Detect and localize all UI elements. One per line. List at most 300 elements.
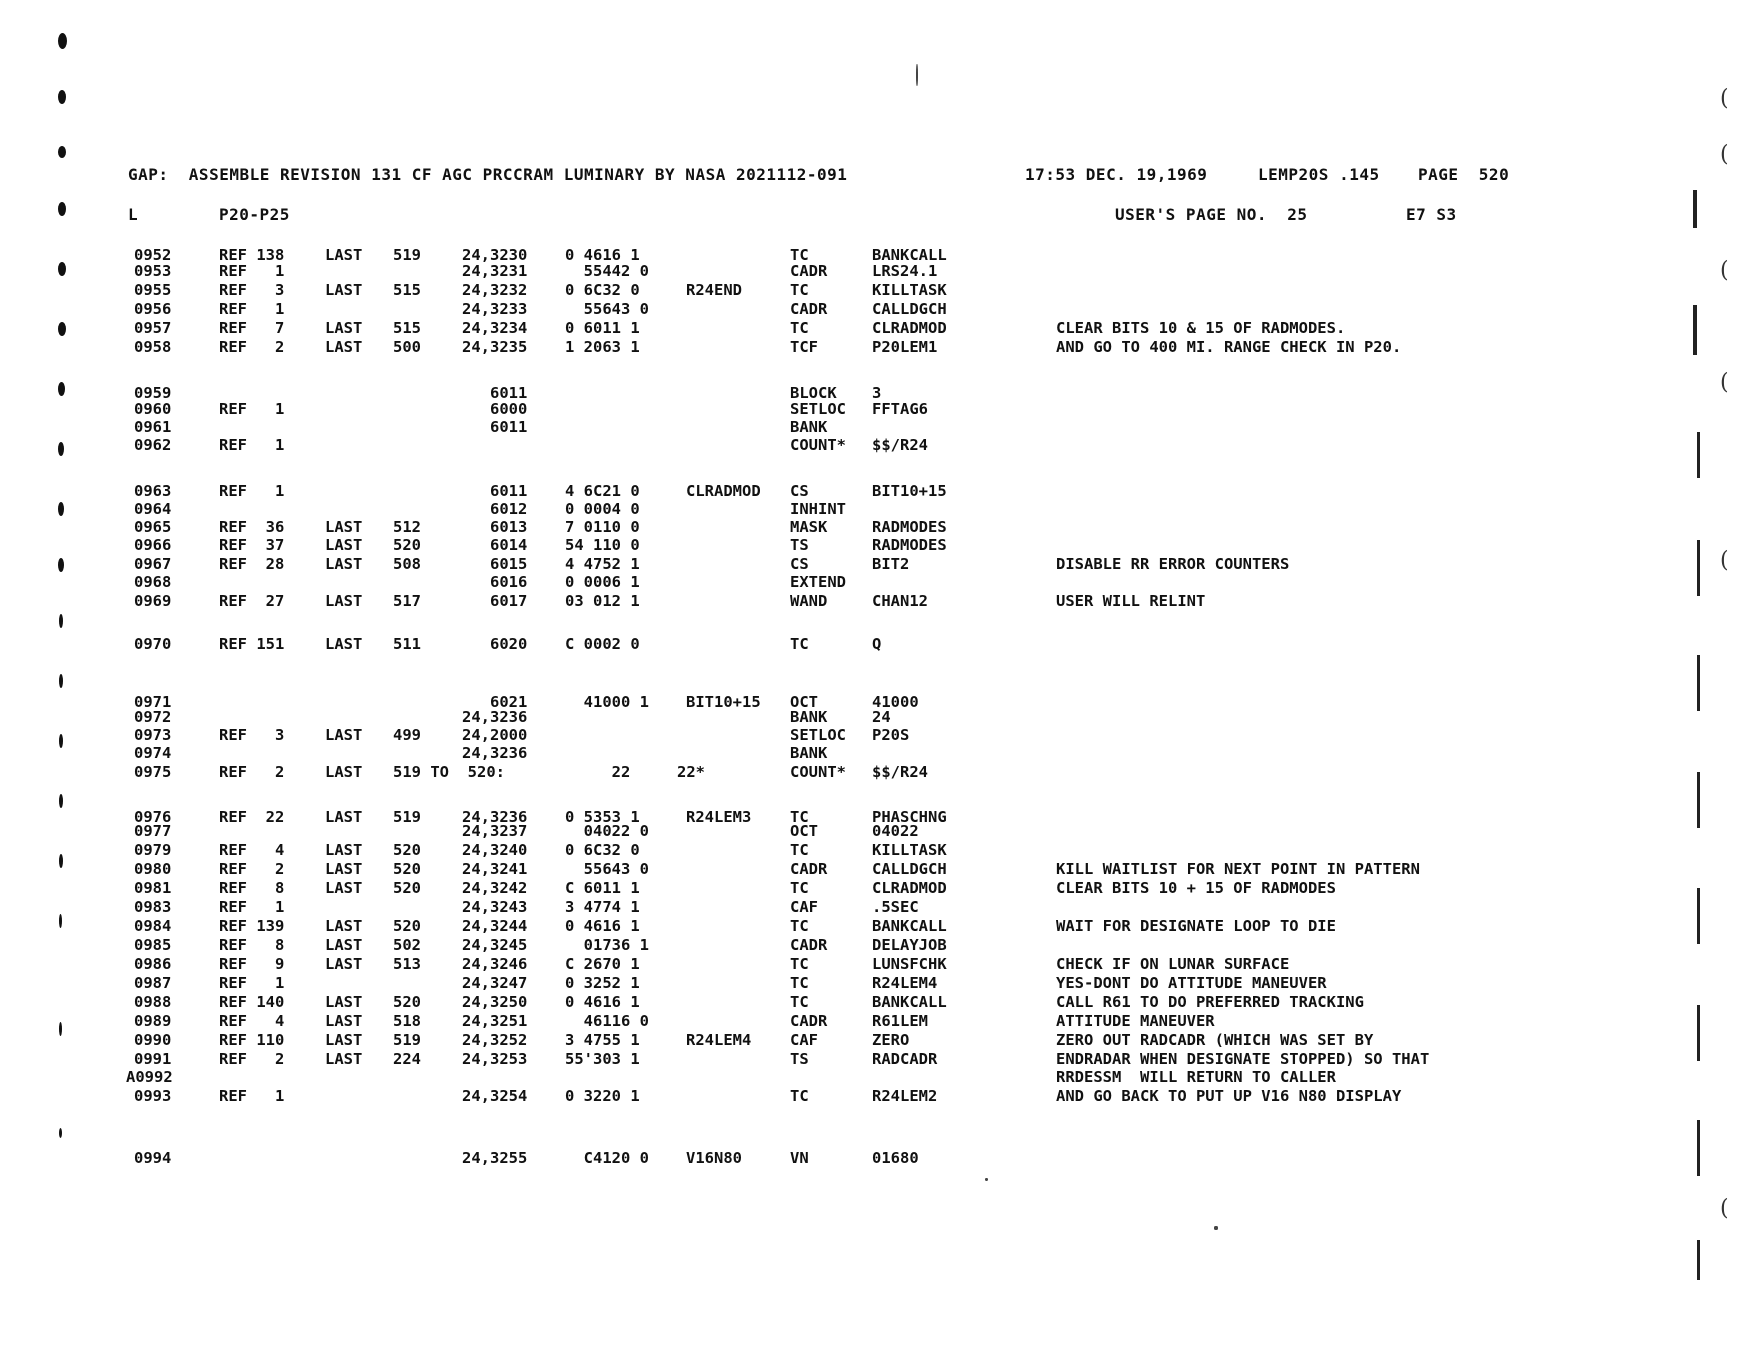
operand: R24LEM2 bbox=[872, 1087, 938, 1105]
address: 24,3247 bbox=[462, 974, 528, 992]
last-page: 502 bbox=[393, 936, 421, 954]
listing-row bbox=[0, 993, 1740, 1013]
line-number: 0955 bbox=[134, 281, 172, 299]
line-number: 0952 bbox=[134, 246, 172, 264]
last-page: 519 bbox=[393, 246, 421, 264]
object-code: 0 4616 1 bbox=[565, 917, 640, 935]
opcode: TC bbox=[790, 974, 809, 992]
opcode: TS bbox=[790, 536, 809, 554]
address: 24,3234 bbox=[462, 319, 528, 337]
address: 6013 bbox=[462, 518, 528, 536]
operand: 01680 bbox=[872, 1149, 919, 1167]
punch-hole bbox=[58, 90, 66, 104]
listing-row bbox=[0, 281, 1740, 301]
line-number: 0988 bbox=[134, 993, 172, 1011]
last-page: 519 bbox=[393, 1031, 421, 1049]
last-page: 508 bbox=[393, 555, 421, 573]
punch-hole bbox=[58, 146, 66, 158]
line-number: 0975 bbox=[134, 763, 172, 781]
ref-count: REF 8 bbox=[219, 936, 285, 954]
ref-count: REF 138 bbox=[219, 246, 285, 264]
last-marker: LAST bbox=[325, 281, 363, 299]
operand: P20S bbox=[872, 726, 910, 744]
last-page: 513 bbox=[393, 955, 421, 973]
punch-hole bbox=[59, 674, 63, 688]
comment: WAIT FOR DESIGNATE LOOP TO DIE bbox=[1056, 917, 1336, 935]
address: 24,3255 bbox=[462, 1149, 528, 1167]
last-marker: LAST bbox=[325, 879, 363, 897]
operand: CALLDGCH bbox=[872, 860, 947, 878]
line-number: 0963 bbox=[134, 482, 172, 500]
address: 24,3236 bbox=[462, 744, 528, 762]
line-number: 0960 bbox=[134, 400, 172, 418]
object-code: 0 6C32 0 bbox=[565, 281, 640, 299]
opcode: TS bbox=[790, 1050, 809, 1068]
last-page: 515 bbox=[393, 281, 421, 299]
operand: 3 bbox=[872, 384, 882, 402]
ref-count: REF 3 bbox=[219, 281, 285, 299]
listing-row bbox=[0, 955, 1740, 975]
edge-mark: ( bbox=[1720, 142, 1729, 167]
address: 6020 bbox=[462, 635, 528, 653]
operand: BIT10+15 bbox=[872, 482, 947, 500]
opcode: MASK bbox=[790, 518, 828, 536]
last-page: 520 bbox=[393, 917, 421, 935]
comment: RRDESSM WILL RETURN TO CALLER bbox=[1056, 1068, 1336, 1086]
opcode: TC bbox=[790, 917, 809, 935]
last-marker: LAST bbox=[325, 1012, 363, 1030]
ref-count: REF 3 bbox=[219, 726, 285, 744]
address: 24,3237 bbox=[462, 822, 528, 840]
address: 24,3254 bbox=[462, 1087, 528, 1105]
operand: CALLDGCH bbox=[872, 300, 947, 318]
opcode: INHINT bbox=[790, 500, 846, 518]
ref-count: REF 4 bbox=[219, 1012, 285, 1030]
opcode: CADR bbox=[790, 262, 828, 280]
last-marker: LAST bbox=[325, 841, 363, 859]
opcode: BLOCK bbox=[790, 384, 837, 402]
header-title: GAP: ASSEMBLE REVISION 131 CF AGC PRCCRAM LUMINARY BY NASA 2021112-091 bbox=[128, 165, 848, 184]
listing-row bbox=[0, 400, 1740, 420]
line-number: 0976 bbox=[134, 808, 172, 826]
opcode: COUNT* bbox=[790, 436, 846, 454]
line-number: 0967 bbox=[134, 555, 172, 573]
object-code: 0 5353 1 bbox=[565, 808, 640, 826]
last-marker: LAST bbox=[325, 338, 363, 356]
operand: 41000 bbox=[872, 693, 919, 711]
listing-row bbox=[0, 1149, 1740, 1169]
line-number: 0972 bbox=[134, 708, 172, 726]
object-code: 01736 1 bbox=[565, 936, 649, 954]
listing-row bbox=[0, 708, 1740, 728]
operand: ZERO bbox=[872, 1031, 910, 1049]
operand: BANKCALL bbox=[872, 246, 947, 264]
last-marker: LAST bbox=[325, 917, 363, 935]
opcode: TC bbox=[790, 319, 809, 337]
opcode: COUNT* bbox=[790, 763, 846, 781]
edge-mark: ( bbox=[1720, 258, 1729, 283]
comment: CALL R61 TO DO PREFERRED TRACKING bbox=[1056, 993, 1364, 1011]
object-code: C 2670 1 bbox=[565, 955, 640, 973]
line-number: 0956 bbox=[134, 300, 172, 318]
comment: DISABLE RR ERROR COUNTERS bbox=[1056, 555, 1290, 573]
line-number: 0970 bbox=[134, 635, 172, 653]
address: 24,3236 bbox=[462, 708, 528, 726]
opcode: OCT bbox=[790, 693, 818, 711]
ref-count: REF 1 bbox=[219, 262, 285, 280]
line-number: 0961 bbox=[134, 418, 172, 436]
address: 24,3252 bbox=[462, 1031, 528, 1049]
ref-count: REF 1 bbox=[219, 482, 285, 500]
edge-mark: ( bbox=[1720, 1196, 1729, 1221]
object-code: 22 22* bbox=[565, 763, 705, 781]
address: 24,3236 bbox=[462, 808, 528, 826]
line-number: 0989 bbox=[134, 1012, 172, 1030]
address: 6016 bbox=[462, 573, 528, 591]
last-page: 520 bbox=[393, 879, 421, 897]
header-page: PAGE 520 bbox=[1418, 165, 1510, 184]
line-number: 0987 bbox=[134, 974, 172, 992]
opcode: TC bbox=[790, 246, 809, 264]
listing-row bbox=[0, 744, 1740, 764]
address: 6011 bbox=[462, 418, 528, 436]
last-page: 499 bbox=[393, 726, 421, 744]
line-number: 0993 bbox=[134, 1087, 172, 1105]
line-number: 0957 bbox=[134, 319, 172, 337]
listing-row bbox=[0, 917, 1740, 937]
last-marker: LAST bbox=[325, 518, 363, 536]
address: 24,3253 bbox=[462, 1050, 528, 1068]
address: 24,3243 bbox=[462, 898, 528, 916]
object-code: 3 4755 1 bbox=[565, 1031, 640, 1049]
operand: CLRADMOD bbox=[872, 879, 947, 897]
ref-count: REF 8 bbox=[219, 879, 285, 897]
address: 24,3240 bbox=[462, 841, 528, 859]
last-marker: LAST bbox=[325, 936, 363, 954]
address: 24,3242 bbox=[462, 879, 528, 897]
line-number: 0964 bbox=[134, 500, 172, 518]
speck bbox=[985, 1178, 988, 1181]
listing-row bbox=[0, 518, 1740, 538]
opcode: CS bbox=[790, 555, 809, 573]
label: CLRADMOD bbox=[686, 482, 761, 500]
object-code: 0 3252 1 bbox=[565, 974, 640, 992]
operand: Q bbox=[872, 635, 882, 653]
operand: RADMODES bbox=[872, 536, 947, 554]
last-marker: LAST bbox=[325, 246, 363, 264]
line-number: 0990 bbox=[134, 1031, 172, 1049]
listing-row bbox=[0, 319, 1740, 339]
last-marker: LAST bbox=[325, 592, 363, 610]
ref-count: REF 1 bbox=[219, 300, 285, 318]
listing-row bbox=[0, 418, 1740, 438]
line-number: 0973 bbox=[134, 726, 172, 744]
line-number: 0980 bbox=[134, 860, 172, 878]
opcode: BANK bbox=[790, 418, 828, 436]
ref-count: REF 9 bbox=[219, 955, 285, 973]
punch-hole bbox=[59, 794, 63, 808]
address: 24,2000 bbox=[462, 726, 528, 744]
object-code: 1 2063 1 bbox=[565, 338, 640, 356]
opcode: CADR bbox=[790, 860, 828, 878]
address: 6021 bbox=[462, 693, 528, 711]
ref-count: REF 37 bbox=[219, 536, 285, 554]
label: V16N80 bbox=[686, 1149, 742, 1167]
operand: R61LEM bbox=[872, 1012, 928, 1030]
last-marker: LAST bbox=[325, 763, 363, 781]
address: 6000 bbox=[462, 400, 528, 418]
ref-count: REF 28 bbox=[219, 555, 285, 573]
object-code: 4 4752 1 bbox=[565, 555, 640, 573]
last-marker: LAST bbox=[325, 955, 363, 973]
opcode: TC bbox=[790, 879, 809, 897]
last-page: 519 bbox=[393, 808, 421, 826]
comment: YES-DONT DO ATTITUDE MANEUVER bbox=[1056, 974, 1327, 992]
operand: $$/R24 bbox=[872, 436, 928, 454]
operand: KILLTASK bbox=[872, 281, 947, 299]
object-code: 55643 0 bbox=[565, 860, 649, 878]
listing-row bbox=[0, 1012, 1740, 1032]
listing-row bbox=[0, 482, 1740, 502]
listing-row bbox=[0, 841, 1740, 861]
operand: LUNSFCHK bbox=[872, 955, 947, 973]
opcode: TC bbox=[790, 841, 809, 859]
edge-mark: ( bbox=[1720, 86, 1729, 111]
comment: CHECK IF ON LUNAR SURFACE bbox=[1056, 955, 1290, 973]
object-code: 0 4616 1 bbox=[565, 246, 640, 264]
last-page: 520 bbox=[393, 841, 421, 859]
line-number: 0968 bbox=[134, 573, 172, 591]
operand: P20LEM1 bbox=[872, 338, 938, 356]
listing-row bbox=[0, 338, 1740, 358]
last-page: 517 bbox=[393, 592, 421, 610]
label: R24END bbox=[686, 281, 742, 299]
opcode: VN bbox=[790, 1149, 809, 1167]
operand: DELAYJOB bbox=[872, 936, 947, 954]
opcode: SETLOC bbox=[790, 726, 846, 744]
opcode: TCF bbox=[790, 338, 818, 356]
address: 6011 bbox=[462, 482, 528, 500]
listing-row bbox=[0, 592, 1740, 612]
listing-row bbox=[0, 635, 1740, 655]
address: 24,3241 bbox=[462, 860, 528, 878]
last-page: 512 bbox=[393, 518, 421, 536]
comment: ATTITUDE MANEUVER bbox=[1056, 1012, 1215, 1030]
listing-row bbox=[0, 300, 1740, 320]
object-code: 0 6C32 0 bbox=[565, 841, 640, 859]
listing-row bbox=[0, 898, 1740, 918]
listing-row bbox=[0, 1050, 1740, 1070]
address: 24,3232 bbox=[462, 281, 528, 299]
punch-hole bbox=[59, 614, 63, 628]
ref-count: REF 2 bbox=[219, 1050, 285, 1068]
opcode: TC bbox=[790, 635, 809, 653]
address: 24,3230 bbox=[462, 246, 528, 264]
comment: USER WILL RELINT bbox=[1056, 592, 1206, 610]
opcode: OCT bbox=[790, 822, 818, 840]
object-code: C4120 0 bbox=[565, 1149, 649, 1167]
operand: BANKCALL bbox=[872, 993, 947, 1011]
line-number: 0971 bbox=[134, 693, 172, 711]
object-code: 55643 0 bbox=[565, 300, 649, 318]
line-number: 0979 bbox=[134, 841, 172, 859]
user-page: USER'S PAGE NO. 25 bbox=[1115, 205, 1308, 224]
ref-count: REF 36 bbox=[219, 518, 285, 536]
listing-row bbox=[0, 726, 1740, 746]
line-number: 0966 bbox=[134, 536, 172, 554]
object-code: 0 0004 0 bbox=[565, 500, 640, 518]
object-code: 04022 0 bbox=[565, 822, 649, 840]
object-code: 4 6C21 0 bbox=[565, 482, 640, 500]
opcode: TC bbox=[790, 281, 809, 299]
address: 24,3235 bbox=[462, 338, 528, 356]
section-label: P20-P25 bbox=[219, 205, 290, 224]
operand: KILLTASK bbox=[872, 841, 947, 859]
line-number: 0953 bbox=[134, 262, 172, 280]
ref-count: REF 1 bbox=[219, 1087, 285, 1105]
object-code: 54 110 0 bbox=[565, 536, 640, 554]
speck bbox=[916, 64, 918, 86]
address: 24,3250 bbox=[462, 993, 528, 1011]
last-marker: LAST bbox=[325, 1050, 363, 1068]
listing-row bbox=[0, 974, 1740, 994]
opcode: CADR bbox=[790, 1012, 828, 1030]
line-number: 0959 bbox=[134, 384, 172, 402]
opcode: SETLOC bbox=[790, 400, 846, 418]
opcode: CADR bbox=[790, 936, 828, 954]
listing-row bbox=[0, 555, 1740, 575]
object-code: 0 6011 1 bbox=[565, 319, 640, 337]
object-code: 55442 0 bbox=[565, 262, 649, 280]
operand: PHASCHNG bbox=[872, 808, 947, 826]
edge-mark: ( bbox=[1720, 370, 1729, 395]
listing-row bbox=[0, 1087, 1740, 1107]
comment: AND GO TO 400 MI. RANGE CHECK IN P20. bbox=[1056, 338, 1402, 356]
ref-count: REF 27 bbox=[219, 592, 285, 610]
ref-count: REF 151 bbox=[219, 635, 285, 653]
ref-count: REF 22 bbox=[219, 808, 285, 826]
opcode: TC bbox=[790, 1087, 809, 1105]
object-code: 3 4774 1 bbox=[565, 898, 640, 916]
comment: CLEAR BITS 10 & 15 OF RADMODES. bbox=[1056, 319, 1346, 337]
label: R24LEM3 bbox=[686, 808, 752, 826]
last-marker: LAST bbox=[325, 555, 363, 573]
address: 6011 bbox=[462, 384, 528, 402]
line-number: 0965 bbox=[134, 518, 172, 536]
last-page: 520 bbox=[393, 993, 421, 1011]
punch-hole bbox=[58, 33, 67, 49]
operand: 04022 bbox=[872, 822, 919, 840]
punch-hole bbox=[58, 202, 66, 216]
last-marker: LAST bbox=[325, 860, 363, 878]
ref-count: REF 1 bbox=[219, 898, 285, 916]
last-page: 224 bbox=[393, 1050, 421, 1068]
address: 6014 bbox=[462, 536, 528, 554]
ref-count: REF 4 bbox=[219, 841, 285, 859]
listing-row bbox=[0, 822, 1740, 842]
line-number: 0985 bbox=[134, 936, 172, 954]
edge-mark bbox=[1693, 190, 1697, 228]
edge-mark: ( bbox=[1720, 548, 1729, 573]
operand: $$/R24 bbox=[872, 763, 928, 781]
listing-row bbox=[0, 860, 1740, 880]
opcode: TC bbox=[790, 808, 809, 826]
opcode: CAF bbox=[790, 1031, 818, 1049]
last-page: 519 TO 520: bbox=[393, 763, 505, 781]
last-page: 500 bbox=[393, 338, 421, 356]
last-page: 515 bbox=[393, 319, 421, 337]
listing-row bbox=[0, 573, 1740, 593]
line-number: 0981 bbox=[134, 879, 172, 897]
ref-count: REF 7 bbox=[219, 319, 285, 337]
line-number: 0958 bbox=[134, 338, 172, 356]
line-number: 0986 bbox=[134, 955, 172, 973]
opcode: TC bbox=[790, 993, 809, 1011]
line-number: 0962 bbox=[134, 436, 172, 454]
ref-count: REF 110 bbox=[219, 1031, 285, 1049]
last-marker: LAST bbox=[325, 993, 363, 1011]
comment: ZERO OUT RADCADR (WHICH WAS SET BY bbox=[1056, 1031, 1374, 1049]
object-code: C 0002 0 bbox=[565, 635, 640, 653]
header-timestamp: 17:53 DEC. 19,1969 bbox=[1025, 165, 1208, 184]
object-code: 46116 0 bbox=[565, 1012, 649, 1030]
comment: ENDRADAR WHEN DESIGNATE STOPPED) SO THAT bbox=[1056, 1050, 1430, 1068]
object-code: 55'303 1 bbox=[565, 1050, 640, 1068]
ref-count: REF 139 bbox=[219, 917, 285, 935]
last-marker: LAST bbox=[325, 635, 363, 653]
object-code: 7 0110 0 bbox=[565, 518, 640, 536]
operand: 24 bbox=[872, 708, 891, 726]
address: 24,3251 bbox=[462, 1012, 528, 1030]
operand: CHAN12 bbox=[872, 592, 928, 610]
object-code: C 6011 1 bbox=[565, 879, 640, 897]
address: 6017 bbox=[462, 592, 528, 610]
ref-count: REF 2 bbox=[219, 860, 285, 878]
code-tag: E7 S3 bbox=[1406, 205, 1457, 224]
opcode: CS bbox=[790, 482, 809, 500]
label: BIT10+15 bbox=[686, 693, 761, 711]
last-marker: LAST bbox=[325, 726, 363, 744]
listing-row bbox=[0, 262, 1740, 282]
opcode: WAND bbox=[790, 592, 828, 610]
line-number: 0984 bbox=[134, 917, 172, 935]
opcode: CAF bbox=[790, 898, 818, 916]
last-page: 511 bbox=[393, 635, 421, 653]
last-page: 518 bbox=[393, 1012, 421, 1030]
listing-row bbox=[0, 879, 1740, 899]
operand: FFTAG6 bbox=[872, 400, 928, 418]
operand: RADCADR bbox=[872, 1050, 938, 1068]
object-code: 03 012 1 bbox=[565, 592, 640, 610]
edge-mark bbox=[1697, 1240, 1700, 1280]
opcode: TC bbox=[790, 955, 809, 973]
operand: BIT2 bbox=[872, 555, 910, 573]
address: 24,3233 bbox=[462, 300, 528, 318]
listing-row bbox=[0, 536, 1740, 556]
address: 24,3231 bbox=[462, 262, 528, 280]
address: 24,3244 bbox=[462, 917, 528, 935]
line-number: 0991 bbox=[134, 1050, 172, 1068]
label: R24LEM4 bbox=[686, 1031, 752, 1049]
header-job: LEMP20S .145 bbox=[1258, 165, 1380, 184]
comment: KILL WAITLIST FOR NEXT POINT IN PATTERN bbox=[1056, 860, 1420, 878]
line-number: 0983 bbox=[134, 898, 172, 916]
line-number: 0994 bbox=[134, 1149, 172, 1167]
operand: BANKCALL bbox=[872, 917, 947, 935]
speck bbox=[1214, 1226, 1218, 1230]
ref-count: REF 1 bbox=[219, 436, 285, 454]
listing-row bbox=[0, 436, 1740, 456]
